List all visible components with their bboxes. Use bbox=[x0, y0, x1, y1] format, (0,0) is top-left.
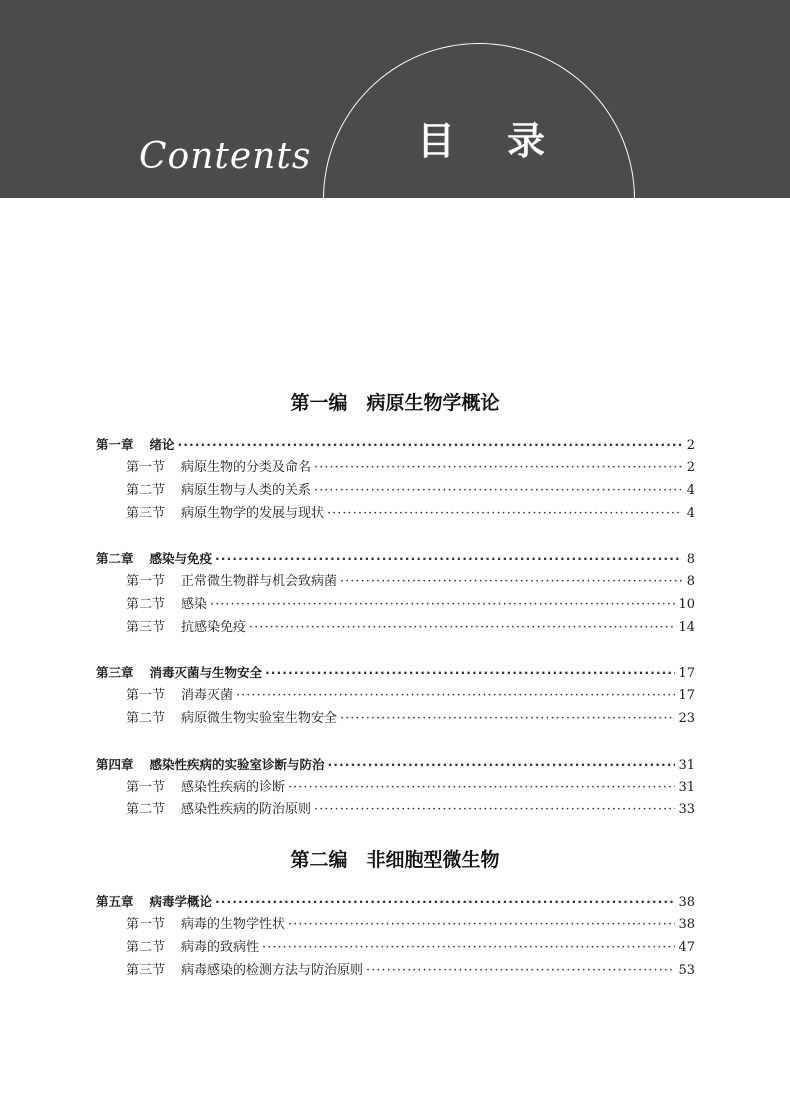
section-number: 第二节 bbox=[126, 940, 166, 955]
leader-dots bbox=[215, 549, 682, 569]
toc-entry-section[interactable] bbox=[126, 458, 695, 478]
section-number: 第三节 bbox=[126, 506, 166, 521]
section-title: 感染性疾病的防治原则 bbox=[181, 802, 312, 817]
leader-dots bbox=[178, 435, 682, 455]
leader-dots bbox=[328, 755, 676, 775]
chapter-title: 感染与免疫 bbox=[149, 551, 213, 566]
leader-dots bbox=[340, 709, 675, 729]
section-number: 第一节 bbox=[126, 917, 166, 932]
leader-dots bbox=[210, 595, 675, 615]
section-title: 病毒的生物学性状 bbox=[181, 917, 286, 932]
leader-dots bbox=[288, 915, 675, 935]
toc-entry-section[interactable] bbox=[126, 915, 695, 935]
page-number: 17 bbox=[678, 688, 695, 703]
leader-dots bbox=[314, 458, 682, 478]
toc-entry-section[interactable] bbox=[126, 481, 695, 501]
toc-entry-section[interactable] bbox=[126, 572, 695, 592]
section-title: 正常微生物群与机会致病菌 bbox=[181, 574, 338, 589]
toc-entry-chapter[interactable] bbox=[96, 663, 695, 683]
page-number: 10 bbox=[678, 597, 695, 612]
leader-dots bbox=[288, 778, 675, 798]
toc-entry-section[interactable] bbox=[126, 938, 695, 958]
section-title: 病原微生物实验室生物安全 bbox=[181, 711, 338, 726]
toc-heading: 目录 bbox=[417, 118, 598, 163]
toc-entry-section[interactable] bbox=[126, 504, 695, 524]
section-number: 第二节 bbox=[126, 802, 166, 817]
section-title: 病原生物学的发展与现状 bbox=[181, 506, 325, 521]
page-number: 31 bbox=[678, 758, 695, 773]
chapter-number: 第一章 bbox=[96, 437, 134, 452]
page-number: 8 bbox=[686, 574, 695, 589]
contents-header-banner bbox=[0, 0, 790, 198]
toc-entry-section[interactable] bbox=[126, 686, 695, 706]
leader-dots bbox=[249, 618, 675, 638]
leader-dots bbox=[327, 504, 682, 524]
section-number: 第二节 bbox=[126, 711, 166, 726]
leader-dots bbox=[314, 800, 675, 820]
section-number: 第三节 bbox=[126, 620, 166, 635]
section-number: 第三节 bbox=[126, 963, 166, 978]
toc-entry-chapter[interactable] bbox=[96, 435, 695, 455]
toc-entry-section[interactable] bbox=[126, 618, 695, 638]
page-number: 38 bbox=[678, 895, 695, 910]
part-title-2: 第二编 非细胞型微生物 bbox=[290, 849, 500, 871]
section-number: 第一节 bbox=[126, 780, 166, 795]
toc-entry-chapter[interactable] bbox=[96, 549, 695, 569]
section-title: 抗感染免疫 bbox=[181, 620, 247, 635]
leader-dots bbox=[340, 572, 682, 592]
page-number: 47 bbox=[678, 940, 695, 955]
part-title-1: 第一编 病原生物学概论 bbox=[290, 392, 500, 414]
section-title: 病毒感染的检测方法与防治原则 bbox=[181, 963, 364, 978]
toc-entry-section[interactable] bbox=[126, 961, 695, 981]
section-title: 消毒灭菌 bbox=[181, 688, 234, 703]
page-number: 33 bbox=[678, 802, 695, 817]
leader-dots bbox=[314, 481, 682, 501]
page-number: 53 bbox=[678, 963, 695, 978]
page-number: 4 bbox=[686, 506, 695, 521]
chapter-number: 第四章 bbox=[96, 757, 134, 772]
page-number: 17 bbox=[678, 666, 695, 681]
page-number: 4 bbox=[686, 483, 695, 498]
section-title: 感染性疾病的诊断 bbox=[181, 780, 286, 795]
chapter-number: 第二章 bbox=[96, 551, 134, 566]
leader-dots bbox=[215, 892, 675, 912]
toc-entry-section[interactable] bbox=[126, 778, 695, 798]
section-title: 病原生物的分类及命名 bbox=[181, 460, 312, 475]
section-title: 病原生物与人类的关系 bbox=[181, 483, 312, 498]
chapter-number: 第五章 bbox=[96, 894, 134, 909]
toc-entry-section[interactable] bbox=[126, 800, 695, 820]
section-number: 第一节 bbox=[126, 688, 166, 703]
toc-entry-chapter[interactable] bbox=[96, 892, 695, 912]
chapter-title: 感染性疾病的实验室诊断与防治 bbox=[149, 757, 325, 772]
section-number: 第二节 bbox=[126, 597, 166, 612]
page-number: 2 bbox=[686, 460, 695, 475]
page-number: 8 bbox=[686, 552, 695, 567]
leader-dots bbox=[366, 961, 675, 981]
section-number: 第二节 bbox=[126, 483, 166, 498]
chapter-title: 消毒灭菌与生物安全 bbox=[149, 665, 263, 680]
chapter-title: 绪论 bbox=[149, 437, 175, 452]
page-number: 23 bbox=[678, 711, 695, 726]
page-number: 38 bbox=[678, 917, 695, 932]
leader-dots bbox=[265, 663, 675, 683]
toc-entry-chapter[interactable] bbox=[96, 755, 695, 775]
page-number: 2 bbox=[686, 438, 695, 453]
contents-label: Contents bbox=[139, 136, 312, 177]
section-title: 病毒的致病性 bbox=[181, 940, 260, 955]
section-title: 感染 bbox=[181, 597, 208, 612]
leader-dots bbox=[262, 938, 675, 958]
chapter-title: 病毒学概论 bbox=[149, 894, 213, 909]
toc-entry-section[interactable] bbox=[126, 595, 695, 615]
page-number: 31 bbox=[678, 780, 695, 795]
page-number: 14 bbox=[678, 620, 695, 635]
leader-dots bbox=[236, 686, 675, 706]
section-number: 第一节 bbox=[126, 574, 166, 589]
toc-entry-section[interactable] bbox=[126, 709, 695, 729]
chapter-number: 第三章 bbox=[96, 665, 134, 680]
section-number: 第一节 bbox=[126, 460, 166, 475]
